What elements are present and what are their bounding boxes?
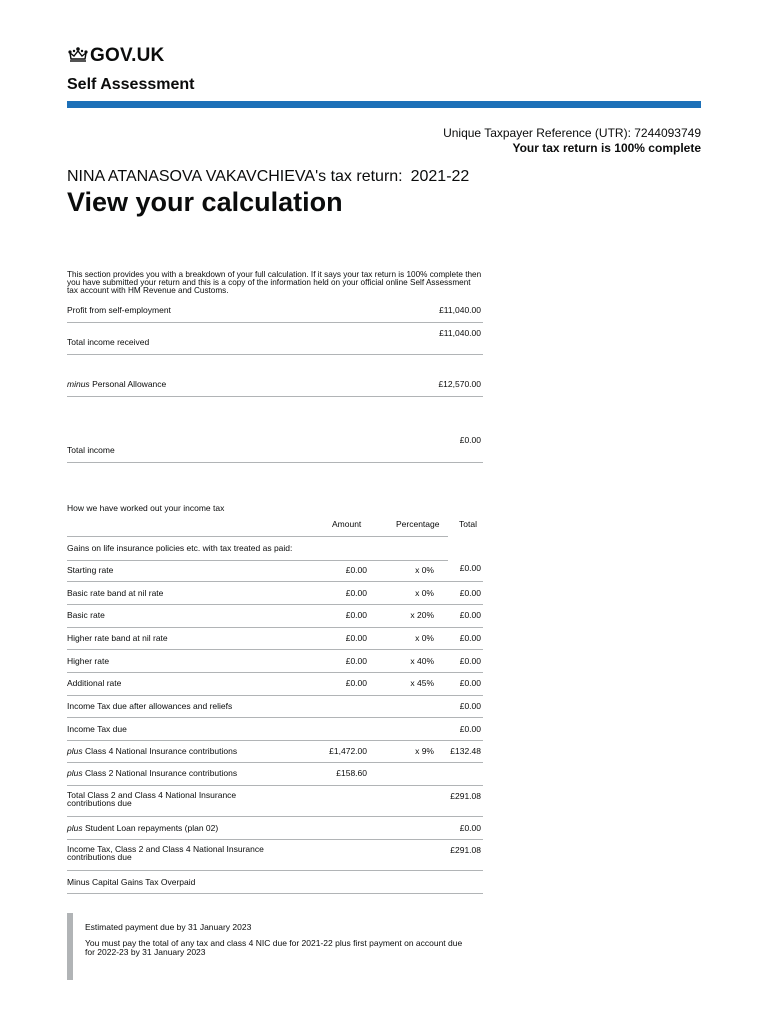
table-row [67, 581, 483, 605]
total-received-value: £11,040.00 [439, 328, 481, 338]
total-income-row [67, 396, 483, 463]
rate-total: £0.00 [459, 588, 481, 598]
profit-row [67, 305, 483, 323]
class2-text: Class 2 National Insurance contributions [84, 768, 238, 778]
service-name[interactable]: Self Assessment [67, 76, 195, 93]
rate-amount: £0.00 [345, 610, 367, 620]
allowance-value: £12,570.00 [438, 379, 481, 389]
student-loan-value: £0.00 [459, 823, 481, 833]
combined-value: £291.08 [450, 845, 481, 855]
payment-due-body: You must pay the total of any tax and class 4 NIC due for 2021-22 plus first payment on account due for 2022-23 by 31 January 2023 [85, 938, 463, 957]
class4-label [67, 746, 237, 756]
rate-percentage: x 0% [415, 588, 434, 598]
combined-label-line2: contributions due [67, 852, 132, 862]
class2-label [67, 768, 237, 778]
plus-prefix: plus [67, 768, 83, 778]
rate-label: Additional rate [67, 678, 122, 688]
crown-icon [67, 46, 89, 64]
page-title: View your calculation [67, 187, 343, 217]
utr-reference: Unique Taxpayer Reference (UTR): 7244093749 [443, 126, 701, 140]
student-loan-row [67, 816, 483, 840]
income-tax-due-label: Income Tax due [67, 724, 127, 734]
payment-due-title: Estimated payment due by 31 January 2023 [85, 922, 252, 932]
rate-amount: £0.00 [345, 565, 367, 575]
rate-total: £0.00 [459, 678, 481, 688]
combined-due-row [67, 839, 483, 871]
rate-amount: £0.00 [345, 678, 367, 688]
total-ni-label-line2: contributions due [67, 798, 132, 808]
student-loan-text: Student Loan repayments (plan 02) [84, 823, 219, 833]
rate-total: £0.00 [459, 610, 481, 620]
income-tax-due-value: £0.00 [459, 724, 481, 734]
table-row [67, 672, 483, 696]
minus-prefix: minus [67, 379, 90, 389]
rate-total: £0.00 [459, 563, 481, 573]
return-title [67, 168, 469, 186]
profit-label: Profit from self-employment [67, 305, 171, 315]
cgt-overpaid-row [67, 870, 483, 894]
total-ni-row [67, 785, 483, 817]
class4-percentage: x 9% [415, 746, 434, 756]
income-tax-due-row [67, 717, 483, 741]
rate-percentage: x 45% [410, 678, 434, 688]
tax-year: 2021-22 [410, 168, 470, 185]
after-allowances-value: £0.00 [459, 701, 481, 711]
total-income-received-row [67, 322, 483, 355]
plus-prefix: plus [67, 746, 83, 756]
col-header-total: Total [459, 519, 477, 529]
plus-prefix: plus [67, 823, 83, 833]
student-loan-label [67, 823, 218, 833]
total-ni-value: £291.08 [450, 791, 481, 801]
total-income-label: Total income [67, 445, 115, 455]
class2-ni-row [67, 762, 483, 786]
col-header-percentage: Percentage [396, 519, 440, 529]
header-blue-bar [67, 101, 701, 108]
tax-breakdown-heading: How we have worked out your income tax [67, 503, 225, 513]
rate-label: Starting rate [67, 565, 114, 575]
gains-label: Gains on life insurance policies etc. with tax treated as paid: [67, 543, 293, 553]
class4-ni-row [67, 740, 483, 763]
combined-label [67, 845, 264, 861]
personal-allowance-row [67, 354, 483, 397]
table-row [67, 627, 483, 650]
col-header-amount: Amount [332, 519, 362, 529]
combined-label-line1: Income Tax, Class 2 and Class 4 National Insurance [67, 844, 264, 854]
total-ni-label-line1: Total Class 2 and Class 4 National Insurance [67, 790, 237, 800]
class2-amount: £158.60 [336, 768, 367, 778]
rate-total: £0.00 [459, 656, 481, 666]
after-allowances-label: Income Tax due after allowances and reliefs [67, 701, 233, 711]
total-ni-label [67, 791, 236, 807]
allowance-text: Personal Allowance [92, 379, 167, 389]
rate-percentage: x 0% [415, 633, 434, 643]
inset-bar [67, 913, 73, 980]
cgt-label: Minus Capital Gains Tax Overpaid [67, 877, 196, 887]
class4-total: £132.48 [450, 746, 481, 756]
rate-amount: £0.00 [345, 633, 367, 643]
table-row [67, 649, 483, 673]
rate-percentage: x 40% [410, 656, 434, 666]
rate-label: Higher rate [67, 656, 110, 666]
table-row [67, 559, 483, 582]
rate-amount: £0.00 [345, 656, 367, 666]
rate-total: £0.00 [459, 633, 481, 643]
intro-text: This section provides you with a breakdown of your full calculation. If it says your tax return is 100% complete then you have submitted your return and this is a copy of the information held on your official online Self Assessment tax account with HM Revenue and Customs. [67, 270, 482, 295]
taxpayer-name: NINA ATANASOVA VAKAVCHIEVA's tax return: [67, 168, 403, 185]
class4-amount: £1,472.00 [329, 746, 367, 756]
govuk-logo-text[interactable]: GOV.UK [90, 45, 165, 66]
rate-amount: £0.00 [345, 588, 367, 598]
tax-after-allowances-row [67, 695, 483, 718]
rate-label: Basic rate band at nil rate [67, 588, 164, 598]
completion-status: Your tax return is 100% complete [512, 141, 701, 155]
rate-label: Basic rate [67, 610, 105, 620]
gains-row [67, 536, 448, 561]
profit-value: £11,040.00 [439, 305, 481, 315]
payment-due-notice [67, 913, 483, 980]
class4-text: Class 4 National Insurance contributions [84, 746, 238, 756]
table-row [67, 604, 483, 628]
allowance-label [67, 379, 166, 389]
rate-percentage: x 0% [415, 565, 434, 575]
rate-percentage: x 20% [410, 610, 434, 620]
rate-label: Higher rate band at nil rate [67, 633, 168, 643]
total-received-label: Total income received [67, 337, 150, 347]
total-income-value: £0.00 [459, 435, 481, 445]
